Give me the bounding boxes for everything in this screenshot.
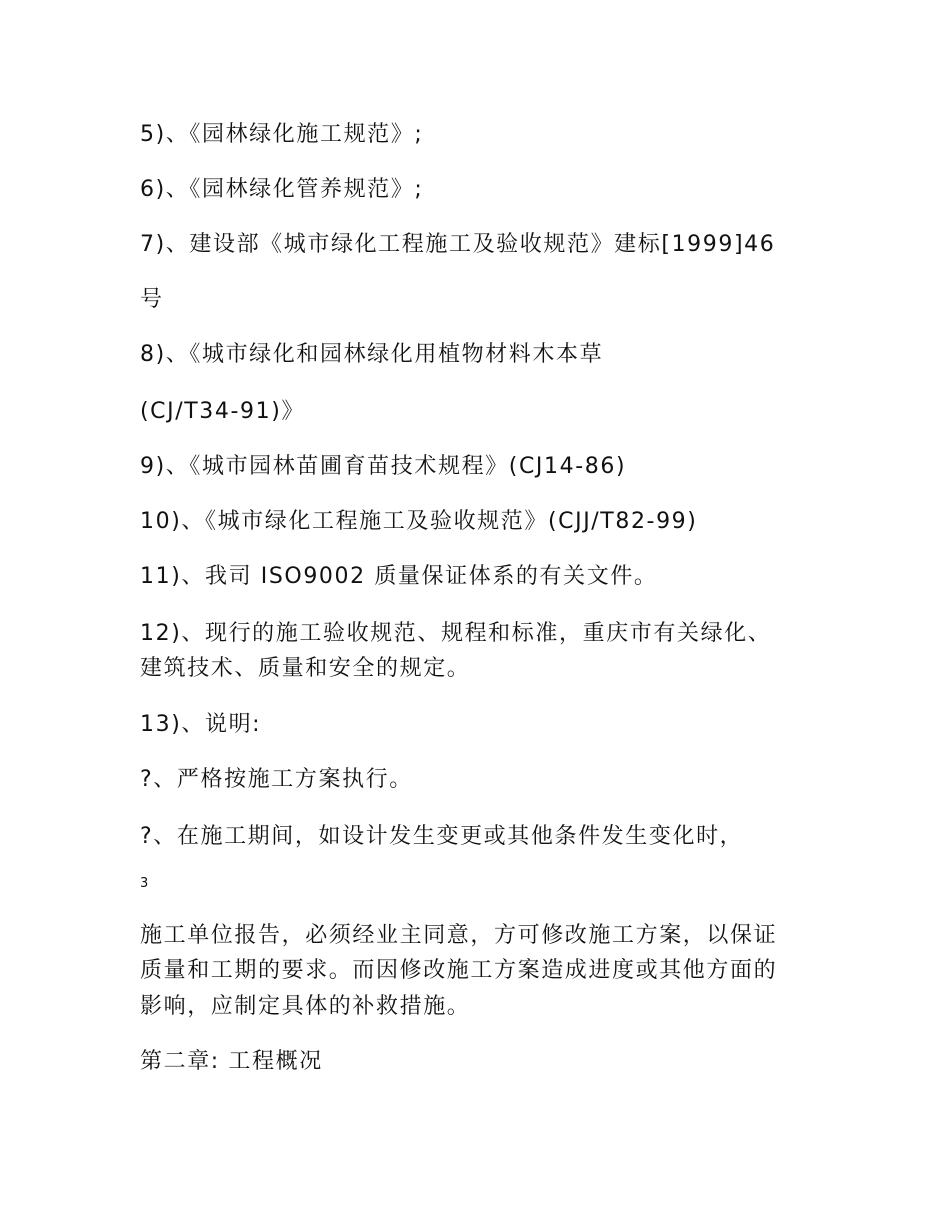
text-line-note-2: ?、在施工期间，如设计发生变更或其他条件发生变化时， <box>140 824 744 849</box>
text-line-item-12: 12)、现行的施工验收规范、规程和标准，重庆市有关绿化、 <box>140 621 772 646</box>
text-line-item-8-cont: (CJ/T34-91)》 <box>140 399 305 424</box>
text-line-item-11: 11)、我司 ISO9002 质量保证体系的有关文件。 <box>140 564 658 589</box>
page-number: 3 <box>140 876 149 891</box>
text-line-item-12-cont: 建筑技术、质量和安全的规定。 <box>140 656 471 681</box>
text-line-item-7-cont: 号 <box>140 287 164 312</box>
text-line-note-1: ?、严格按施工方案执行。 <box>140 767 413 792</box>
text-line-item-13: 13)、说明: <box>140 712 262 737</box>
text-line-item-10: 10)、《城市绿化工程施工及验收规范》(CJJ/T82-99) <box>140 509 698 534</box>
chapter-heading: 第二章: 工程概况 <box>140 1049 323 1074</box>
text-line-item-7: 7)、建设部《城市绿化工程施工及验收规范》建标[1999]46 <box>140 232 776 257</box>
text-line-item-6: 6)、《园林绿化管养规范》; <box>140 177 424 202</box>
text-line-note-2-cont-1: 施工单位报告，必须经业主同意，方可修改施工方案，以保证 <box>140 923 778 948</box>
text-line-item-8: 8)、《城市绿化和园林绿化用植物材料木本草 <box>140 342 604 367</box>
text-line-item-9: 9)、《城市园林苗圃育苗技术规程》(CJ14-86) <box>140 454 627 479</box>
text-line-note-2-cont-2: 质量和工期的要求。而因修改施工方案造成进度或其他方面的 <box>140 958 778 983</box>
text-line-item-5: 5)、《园林绿化施工规范》; <box>140 122 424 147</box>
text-line-note-2-cont-3: 影响，应制定具体的补救措施。 <box>140 994 471 1019</box>
